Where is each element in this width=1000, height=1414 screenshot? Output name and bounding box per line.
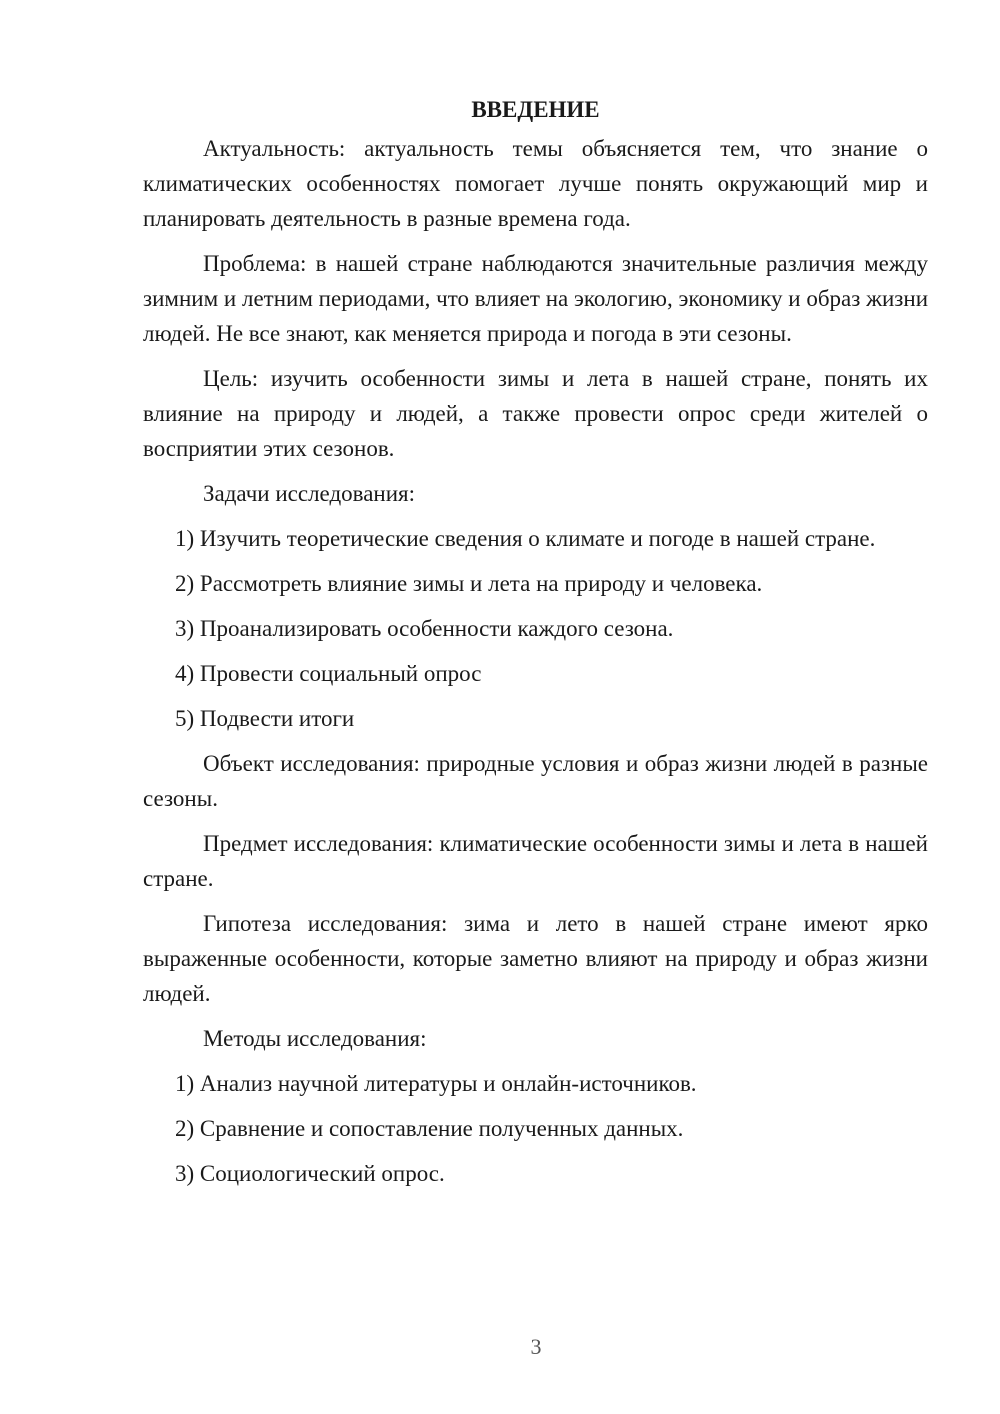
task-item: 5) Подвести итоги <box>175 706 355 731</box>
page-number: 3 <box>530 1334 542 1359</box>
object-paragraph: Объект исследования: природные условия и образ жизни людей в разные сезоны. <box>143 751 928 811</box>
section-title: ВВЕДЕНИЕ <box>471 97 600 122</box>
problem-paragraph: Проблема: в нашей стране наблюдаются значительные различия между зимним и летним периодами, что влияет на экологию, экономику и образ жизни людей. Не все знают, как меняется природа и погода в эти сезоны. <box>143 251 928 346</box>
page-content <box>143 92 928 1201</box>
subject-paragraph: Предмет исследования: климатические особенности зимы и лета в нашей стране. <box>143 831 928 891</box>
task-item: 3) Проанализировать особенности каждого сезона. <box>175 616 674 641</box>
task-item: 1) Изучить теоретические сведения о климате и погоде в нашей стране. <box>175 526 876 551</box>
method-item: 2) Сравнение и сопоставление полученных данных. <box>175 1116 684 1141</box>
method-item: 3) Социологический опрос. <box>175 1161 445 1186</box>
hypothesis-paragraph: Гипотеза исследования: зима и лето в нашей стране имеют ярко выраженные особенности, которые заметно влияют на природу и образ жизни людей. <box>143 911 928 1006</box>
task-item: 2) Рассмотреть влияние зимы и лета на природу и человека. <box>175 571 763 596</box>
relevance-paragraph: Актуальность: актуальность темы объясняется тем, что знание о климатических особенностях помогает лучше понять окружающий мир и планировать деятельность в разные времена года. <box>143 136 928 231</box>
tasks-heading: Задачи исследования: <box>203 481 416 506</box>
method-item: 1) Анализ научной литературы и онлайн-источников. <box>175 1071 697 1096</box>
methods-heading: Методы исследования: <box>203 1026 427 1051</box>
task-item: 4) Провести социальный опрос <box>175 661 482 686</box>
goal-paragraph: Цель: изучить особенности зимы и лета в нашей стране, понять их влияние на природу и людей, а также провести опрос среди жителей о восприятии этих сезонов. <box>143 366 928 461</box>
